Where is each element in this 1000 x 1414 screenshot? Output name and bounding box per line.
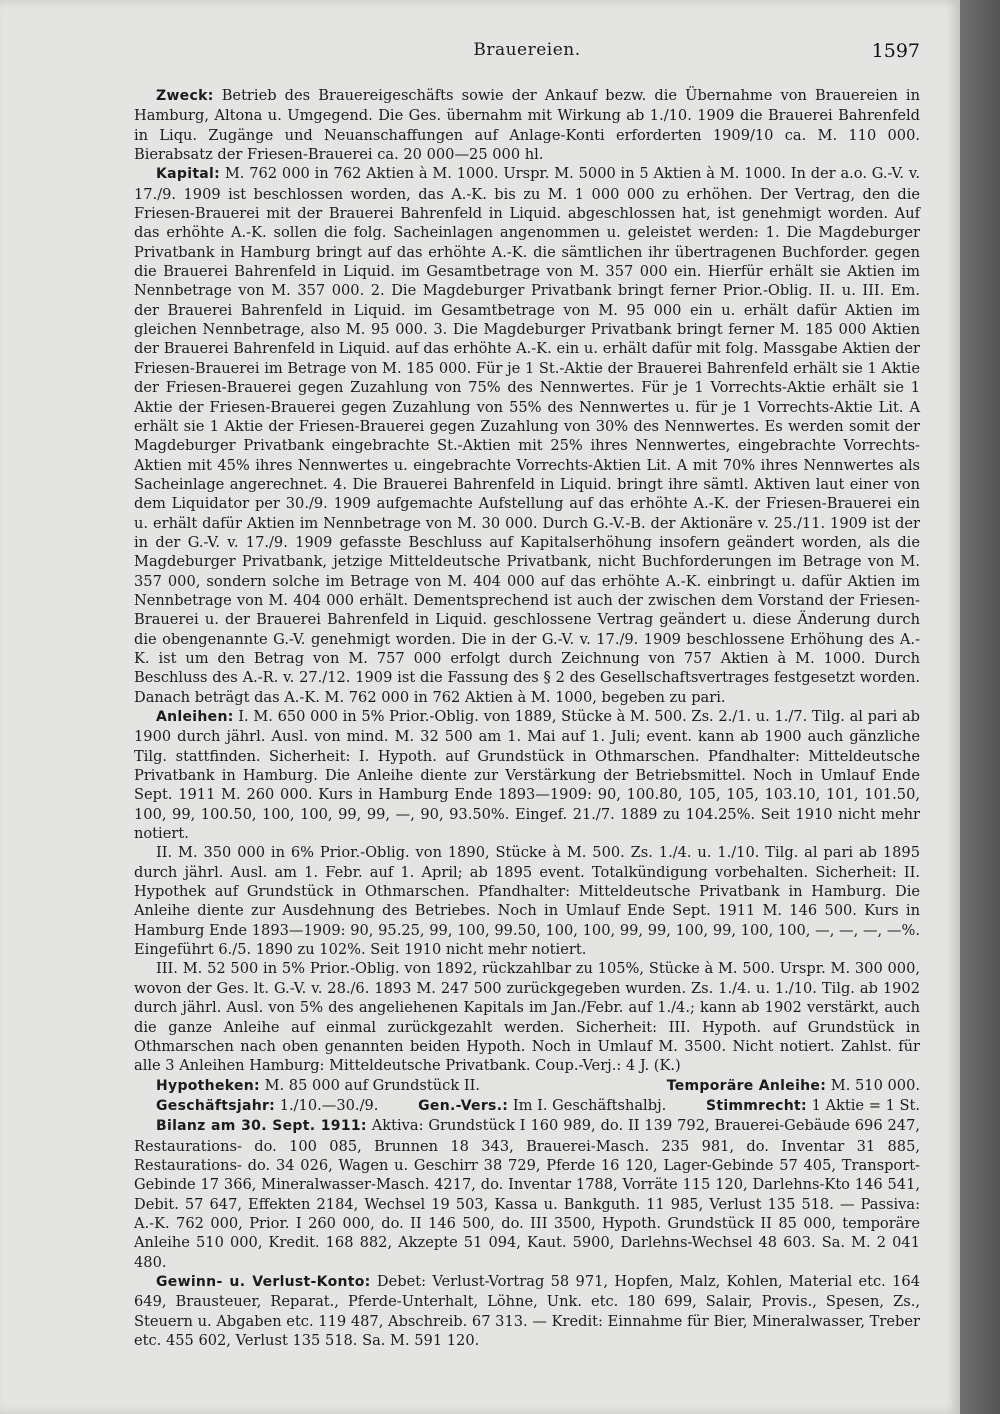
label-bilanz: Bilanz am 30. Sept. 1911: <box>156 1118 367 1135</box>
page-edge-shadow <box>960 0 1000 1414</box>
section-kapital <box>134 164 920 707</box>
row-hypotheken <box>134 1076 920 1096</box>
label-stimmrecht: Stimmrecht: <box>705 1097 807 1114</box>
section-gewinn <box>134 1272 920 1350</box>
text-gewinn: Debet: Verlust-Vortrag 58 971, Hopfen, Malz, Kohlen, Material etc. 164 649, Brausteuer, Reparat., Pferde-Unterhalt, Löhne, Unk. etc. 180 699, Salair, Provis., Spesen, Zs., Steuern u. Abgaben etc. 119 487, Abschreib. 67 313. — Kredit: Einnahme für Bier, Mineralwasser, Treber etc. 455 602, Verlust 135 518. Sa. M. 591 120. <box>134 1272 920 1349</box>
text-temporaere: M. 510 000. <box>826 1076 920 1094</box>
gen-vers <box>396 1096 666 1116</box>
label-genvers: Gen.-Vers.: <box>418 1097 509 1114</box>
label-geschaeftsjahr: Geschäftsjahr: <box>156 1097 276 1114</box>
label-hypotheken: Hypotheken: <box>156 1077 260 1094</box>
document-body <box>134 86 920 1350</box>
text-geschaeftsjahr: 1./10.—30./9. <box>275 1096 379 1114</box>
text-kapital: M. 762 000 in 762 Aktien à M. 1000. Urspr. M. 5000 in 5 Aktien à M. 1000. In der a.o. G.-V. v. 17./9. 1909 ist beschlossen worden, das A.-K. bis zu M. 1 000 000 zu erhöhen. Der Vertrag, den die Friesen-Brauerei mit der Brauerei Bahrenfeld in Liquid. abgeschlossen hat, ist genehmigt worden. Auf das erhöhte A.-K. sollen die folg. Sacheinlagen angenommen u. geleistet werden: 1. Die Magdeburger Privatbank in Hamburg bringt auf das erhöhte A.-K. die sämtlichen ihr übertragenen Buchforder. gegen die Brauerei Bahrenfeld in Liquid. im Gesamtbetrage von M. 357 000 ein. Hierfür erhält sie Aktien im Nennbetrage von M. 357 000. 2. Die Magdeburger Privatbank bringt ferner Prior.-Oblig. II. u. III. Em. der Brauerei Bahrenfeld in Liquid. im Gesamtbetrage von M. 95 000 ein u. erhält dafür Aktien im gleichen Nennbetrage, also M. 95 000. 3. Die Magdeburger Privatbank bringt ferner M. 185 000 Aktien der Brauerei Bahrenfeld in Liquid. auf das erhöhte A.-K. ein u. erhält dafür mit folg. Massgabe Aktien der Friesen-Brauerei im Betrage von M. 185 000. Für je 1 St.-Aktie der Brauerei Bahrenfeld erhält sie 1 Aktie der Friesen-Brauerei gegen Zuzahlung von 75% des Nennwertes. Für je 1 Vorrechts-Aktie erhält sie 1 Aktie der Friesen-Brauerei gegen Zuzahlung von 55% des Nennwertes u. für je 1 Vorrechts-Aktie Lit. A erhält sie 1 Aktie der Friesen-Brauerei gegen Zuzahlung von 30% des Nennwertes. Es werden somit der Magdeburger Privatbank eingebrachte St.-Aktien mit 25% ihres Nennwertes, eingebrachte Vorrechts-Aktien mit 45% ihres Nennwertes u. eingebrachte Vorrechts-Aktien Lit. A mit 70% ihres Nennwertes als Sacheinlage angerechnet. 4. Die Brauerei Bahrenfeld in Liquid. bringt ihre sämtl. Aktiven laut einer von dem Liquidator per 30./9. 1909 aufgemachte Aufstellung auf das erhöhte A.-K. der Friesen-Brauerei ein u. erhält dafür Aktien im Nennbetrage von M. 30 000. Durch G.-V.-B. der Aktionäre v. 25./11. 1909 ist der in der G.-V. v. 17./9. 1909 gefasste Beschluss auf Kapitalserhöhung insofern geändert worden, als die Magdeburger Privatbank, jetzige Mitteldeutsche Privatbank, nicht Buchforderungen im Betrage von M. 357 000, sondern solche im Betrage von M. 404 000 auf das erhöhte A.-K. einbringt u. dafür Aktien im Nennbetrage von M. 404 000 erhält. Dementsprechend ist auch der zwischen dem Vorstand der Friesen-Brauerei u. der Brauerei Bahrenfeld in Liquid. geschlossene Vertrag geändert u. diese Änderung durch die obengenannte G.-V. genehmigt worden. Die in der G.-V. v. 17./9. 1909 beschlossene Erhöhung des A.-K. ist um den Betrag von M. 757 000 erfolgt durch Zeichnung von 757 Aktien à M. 1000. Durch Beschluss des A.-R. v. 27./12. 1909 ist die Fassung des § 2 des Gesellschaftsvertrages festgesetzt worden. Danach beträgt das A.-K. M. 762 000 in 762 Aktien à M. 1000, begeben zu pari. <box>134 165 920 706</box>
hypotheken <box>134 1076 480 1096</box>
section-zweck <box>134 86 920 164</box>
text-bilanz: Aktiva: Grundstück I 160 989, do. II 139 792, Brauerei-Gebäude 696 247, Restaurations- do. 100 085, Brunnen 18 343, Brauerei-Masch. 235 981, do. Inventar 31 885, Restaurations- do. 34 026, Wagen u. Geschirr 38 729, Pferde 16 120, Lager-Gebinde 57 405, Transport-Gebinde 17 366, Mineralwasser-Masch. 4217, do. Inventar 1788, Vorräte 115 120, Darlehns-Kto 146 541, Debit. 57 647, Effekten 2184, Wechsel 19 503, Kassa u. Bankguth. 11 985, Verlust 135 518. — Passiva: A.-K. 762 000, Prior. I 260 000, do. II 146 500, do. III 3500, Hypoth. Grundstück II 85 000, temporäre Anleihe 510 000, Kredit. 168 882, Akzepte 51 094, Kaut. 5900, Darlehns-Wechsel 48 603. Sa. M. 2 041 480. <box>134 1117 920 1271</box>
anleihe-ii: II. M. 350 000 in 6% Prior.-Oblig. von 1890, Stücke à M. 500. Zs. 1./4. u. 1./10. Tilg. al pari ab 1895 durch jährl. Ausl. am 1. Febr. auf 1. April; ab 1895 event. Totalkündigung vorbehalten. Sicherheit: II. Hypothek auf Grundstück in Othmarschen. Pfandhalter: Mitteldeutsche Privatbank in Hamburg. Die Anleihe diente zur Ausdehnung des Betriebes. Noch in Umlauf Ende Sept. 1911 M. 146 500. Kurs in Hamburg Ende 1893—1909: 90, 95.25, 99, 100, 99.50, 100, 100, 99, 99, 100, 99, 100, 100, —, —, —, —%. Eingeführt 6./5. 1890 zu 102%. Seit 1910 nicht mehr notiert. <box>134 844 920 959</box>
temporaere-anleihe <box>645 1076 920 1096</box>
label-kapital: Kapital: <box>156 166 221 183</box>
anleihe-iii: III. M. 52 500 in 5% Prior.-Oblig. von 1892, rückzahlbar zu 105%, Stücke à M. 500. Urspr. M. 300 000, wovon der Ges. lt. G.-V. v. 28./6. 1893 M. 247 500 zurückgegeben wurden. Zs. 1./4. u. 1./10. Tilg. ab 1902 durch jährl. Ausl. von 5% des angeliehenen Kapitals im Jan./Febr. auf 1./4.; kann ab 1902 verstärkt, auch die ganze Anleihe auf einmal zurückgezahlt werden. Sicherheit: III. Hypoth. auf Grundstück in Othmarschen nach oben genannten beiden Hypoth. Noch in Umlauf M. 3500. Nicht notiert. Zahlst. für alle 3 Anleihen Hamburg: Mitteldeutsche Privatbank. Coup.-Verj.: 4 J. (K.) <box>134 960 920 1075</box>
text-anleihen-i: I. M. 650 000 in 5% Prior.-Oblig. von 1889, Stücke à M. 500. Zs. 2./1. u. 1./7. Tilg. al pari ab 1900 durch jährl. Ausl. von mind. M. 32 500 am 1. Mai auf 1. Juli; event. kann ab 1900 auch gänzliche Tilg. stattfinden. Sicherheit: I. Hypoth. auf Grundstück in Othmarschen. Pfandhalter: Mitteldeutsche Privatbank in Hamburg. Die Anleihe diente zur Verstärkung der Betriebsmittel. Noch in Umlauf Ende Sept. 1911 M. 260 000. Kurs in Hamburg Ende 1893—1909: 90, 100.80, 105, 105, 103.10, 101, 101.50, 100, 99, 100.50, 100, 100, 99, 99, —, 90, 93.50%. Eingef. 21./7. 1889 zu 104.25%. Seit 1910 nicht mehr notiert. <box>134 708 920 843</box>
label-temporaere: Temporäre Anleihe: <box>666 1077 827 1094</box>
text-stimmrecht: 1 Aktie = 1 St. <box>806 1096 920 1114</box>
stimmrecht <box>684 1096 920 1116</box>
running-head: Brauereien. <box>473 40 581 60</box>
text-genvers: Im I. Geschäftshalbj. <box>508 1096 667 1114</box>
geschaeftsjahr <box>134 1096 378 1116</box>
section-anleihen <box>134 707 920 843</box>
row-geschaeftsjahr <box>134 1096 920 1116</box>
page-header <box>134 40 920 70</box>
page-number: 1597 <box>871 40 920 62</box>
label-zweck: Zweck: <box>156 88 214 104</box>
text-hypotheken: M. 85 000 auf Grundstück II. <box>259 1076 480 1094</box>
section-bilanz <box>134 1116 920 1272</box>
text-zweck: Betrieb des Brauereigeschäfts sowie der Ankauf bezw. die Übernahme von Brauereien in Hamburg, Altona u. Umgegend. Die Ges. übernahm mit Wirkung ab 1./10. 1909 die Brauerei Bahrenfeld in Liqu. Zugänge und Neuanschaffungen auf Anlage-Konti erforderten 1909/10 ca. M. 110 000. Bierabsatz der Friesen-Brauerei ca. 20 000—25 000 hl. <box>134 87 920 164</box>
label-gewinn: Gewinn- u. Verlust-Konto: <box>156 1273 371 1290</box>
label-anleihen: Anleihen: <box>156 709 234 725</box>
